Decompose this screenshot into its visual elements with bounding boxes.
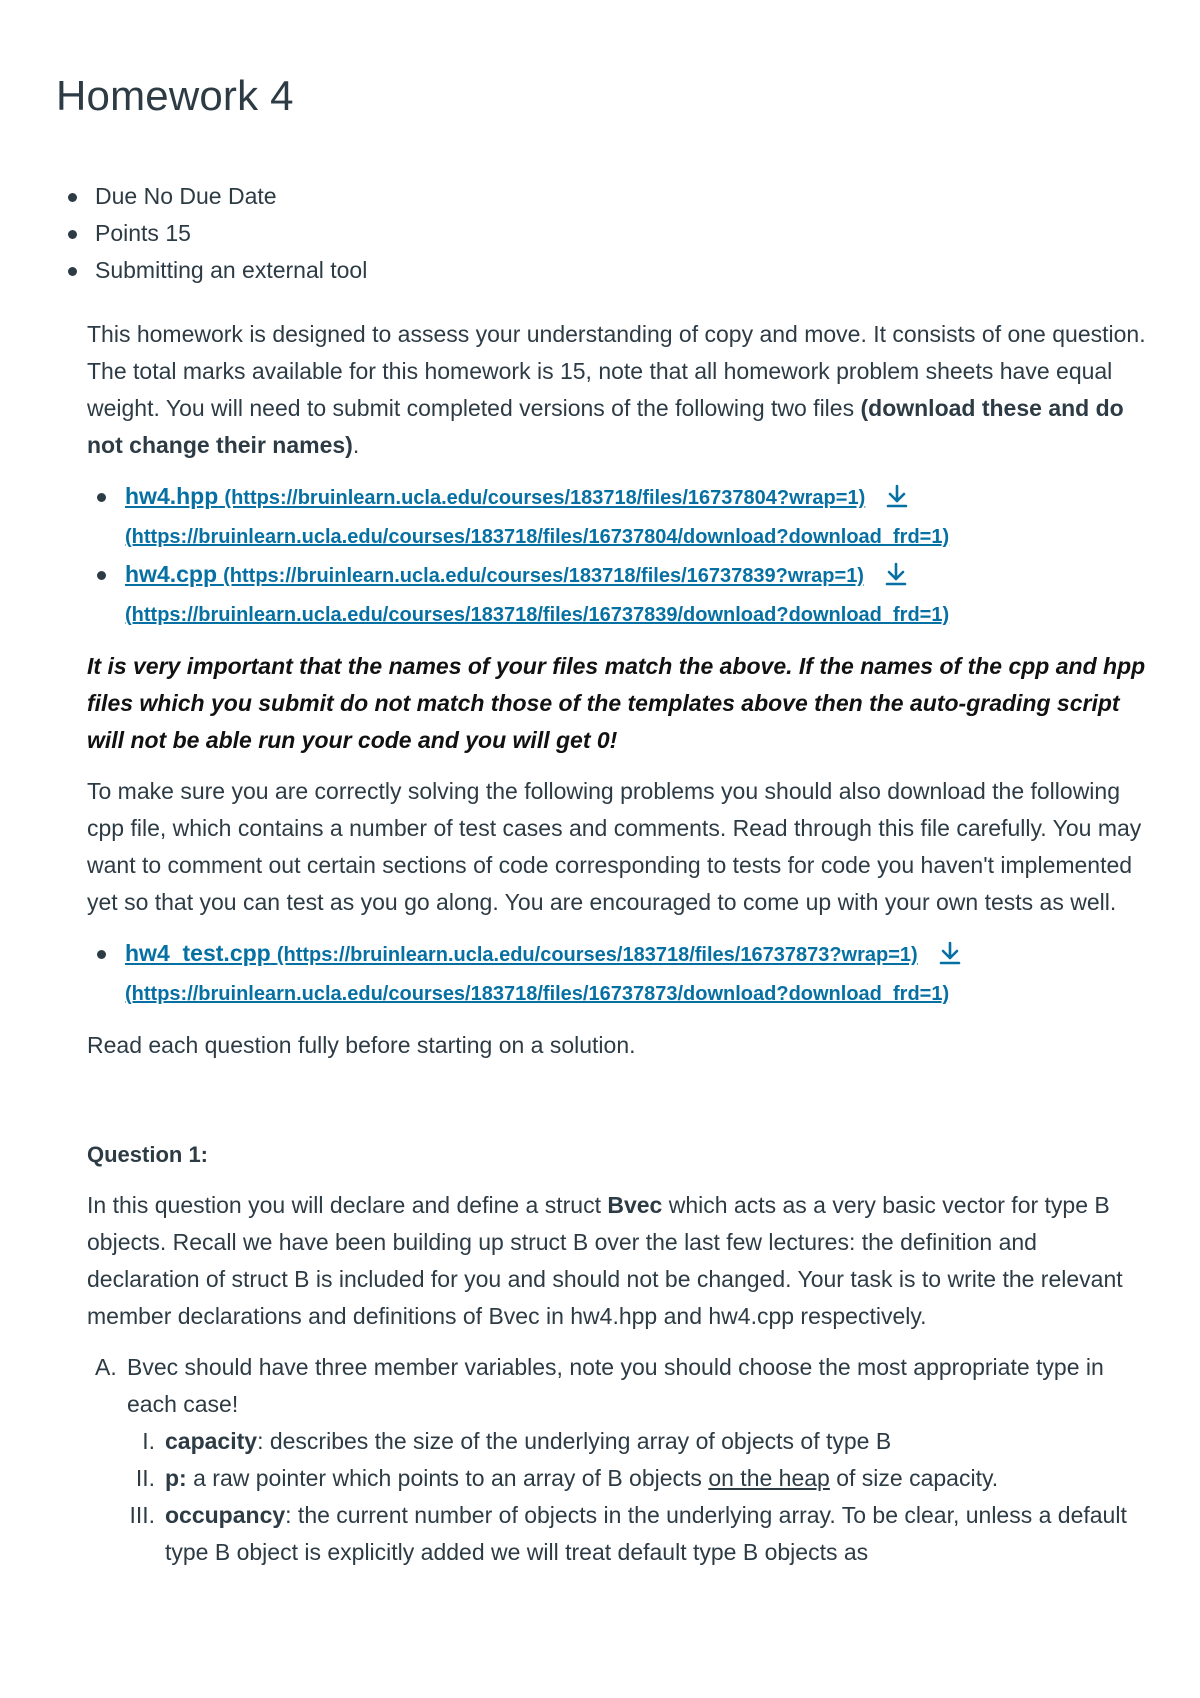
meta-submitting-label: Submitting	[95, 257, 204, 283]
meta-points-label: Points	[95, 220, 159, 246]
intro-paragraph	[87, 316, 1147, 464]
meta-points	[68, 215, 367, 252]
download-icon[interactable]	[885, 482, 909, 519]
member-term: p:	[165, 1465, 187, 1491]
intro-text: This homework is designed to assess your understanding of copy and move. It consists of one question. The total marks available for this homework is 15, note that all homework problem sheets have equal weight. You will need to submit completed versions of the following two files	[87, 321, 1146, 421]
file-url: (https://bruinlearn.ucla.edu/courses/183718/files/16737804?wrap=1)	[224, 487, 866, 509]
assignment-meta-list	[68, 178, 367, 289]
part-a	[87, 1349, 1147, 1571]
member-capacity	[127, 1423, 1147, 1460]
file-item-cpp	[87, 556, 1147, 634]
meta-submitting-value: an external tool	[210, 257, 368, 283]
file-link-cpp[interactable]	[125, 562, 864, 587]
file-item-test	[87, 935, 1147, 1013]
file-name: hw4.hpp	[125, 483, 219, 509]
question-heading: Question 1:	[87, 1142, 209, 1167]
member-term: capacity	[165, 1428, 258, 1454]
filename-warning: It is very important that the names of your files match the above. If the names of the cpp and hpp files which you submit do not match those of the templates above then the auto-grading script will not be able run your code and you will get 0!	[87, 653, 1146, 753]
meta-due-label: Due	[95, 183, 138, 209]
file-item-hpp	[87, 478, 1147, 556]
item-marker: I.	[142, 1428, 155, 1454]
file-url: (https://bruinlearn.ucla.edu/courses/183718/files/16737839?wrap=1)	[223, 565, 864, 587]
heap-underline: on the heap	[708, 1465, 830, 1491]
file-name: hw4.cpp	[125, 561, 218, 587]
file-link-test[interactable]	[125, 941, 918, 966]
member-desc: : describes the size of the underlying array of objects of type B	[257, 1428, 892, 1454]
test-file-paragraph: To make sure you are correctly solving the following problems you should also download the following cpp file, which contains a number of test cases and comments. Read through this file carefully. You may want to comment out certain sections of code corresponding to tests for code you haven't implemented yet so that you can test as you go along. You are encouraged to come up with your own tests as well.	[87, 778, 1142, 915]
intro-bold-note: (download these and do not change their names)	[87, 395, 1124, 458]
member-occupancy	[127, 1497, 1147, 1571]
question-intro	[87, 1187, 1147, 1335]
member-desc: a raw pointer which points to an array of B objects	[186, 1465, 709, 1491]
question-text-before: In this question you will declare and define a struct	[87, 1192, 608, 1218]
download-icon[interactable]	[938, 939, 962, 976]
member-p	[127, 1460, 1147, 1497]
assignment-description	[87, 316, 1147, 1571]
file-link-hpp[interactable]	[125, 484, 865, 509]
meta-due-value: No Due Date	[143, 183, 277, 209]
part-a-text: Bvec should have three member variables, note you should choose the most appropriate type in each case!	[127, 1354, 1104, 1417]
test-file-list	[87, 935, 1147, 1013]
read-note: Read each question fully before starting on a solution.	[87, 1032, 636, 1058]
meta-due	[68, 178, 367, 215]
part-marker: A.	[95, 1354, 117, 1380]
meta-points-value: 15	[165, 220, 191, 246]
file-url: (https://bruinlearn.ucla.edu/courses/183718/files/16737873?wrap=1)	[276, 944, 918, 966]
file-download-link-hpp[interactable]: (https://bruinlearn.ucla.edu/courses/183718/files/16737804/download?download_frd=1)	[125, 526, 950, 548]
file-download-link-cpp[interactable]: (https://bruinlearn.ucla.edu/courses/183718/files/16737839/download?download_frd=1)	[125, 604, 950, 626]
member-variable-list	[127, 1423, 1147, 1571]
meta-submitting	[68, 252, 367, 289]
member-term: occupancy	[165, 1502, 286, 1528]
member-desc: : the current number of objects in the underlying array. To be clear, unless a default type B object is explicitly added we will treat default type B objects as	[165, 1502, 1127, 1565]
item-marker: II.	[135, 1465, 155, 1491]
page-title: Homework 4	[56, 72, 294, 119]
struct-name: Bvec	[607, 1192, 663, 1218]
file-download-link-test[interactable]: (https://bruinlearn.ucla.edu/courses/183718/files/16737873/download?download_frd=1)	[125, 983, 950, 1005]
file-name: hw4_test.cpp	[125, 940, 271, 966]
member-desc-end: of size capacity.	[829, 1465, 999, 1491]
item-marker: III.	[129, 1502, 155, 1528]
question-parts	[87, 1349, 1147, 1571]
template-file-list	[87, 478, 1147, 634]
download-icon[interactable]	[884, 560, 908, 597]
intro-end: .	[352, 432, 360, 458]
question-text-after: which acts as a very basic vector for type B objects. Recall we have been building up struct B over the last few lectures: the definition and declaration of struct B is included for you and should not be changed. Your task is to write the relevant member declarations and definitions of Bvec in hw4.hpp and hw4.cpp respectively.	[87, 1192, 1123, 1329]
